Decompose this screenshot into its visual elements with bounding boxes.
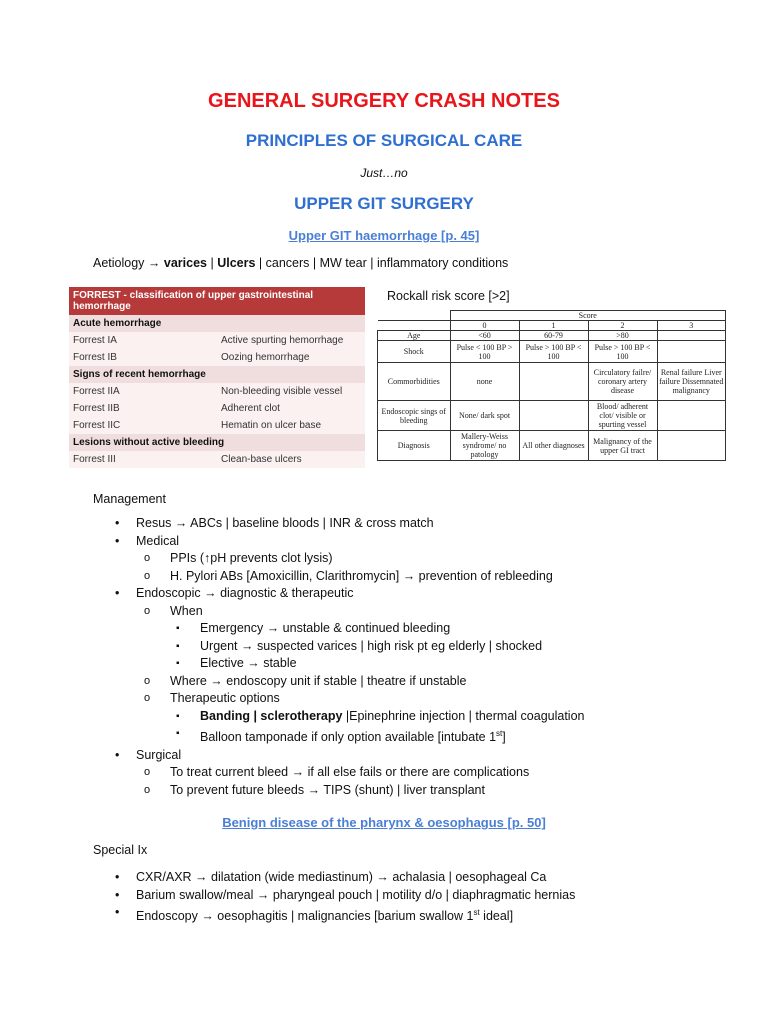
management-heading: Management bbox=[93, 492, 166, 506]
table-row: Diagnosis Mallery-Weiss syndrome/ no patology All other diagnoses Malignancy of the upper GI tract bbox=[378, 431, 726, 461]
list-item: • CXR/AXR → dilatation (wide mediastinum) → achalasia | oesophageal Ca bbox=[93, 869, 575, 887]
table-row: Forrest IB Oozing hemorrhage bbox=[69, 349, 365, 366]
table-row: Forrest IA Active spurting hemorrhage bbox=[69, 332, 365, 349]
management-list bbox=[93, 515, 584, 799]
benign-disease-link[interactable]: Benign disease of the pharynx & oesophagus [p. 50] bbox=[222, 815, 546, 830]
table-row: Commorbidities none Circulatory failre/ coronary artery disease Renal failure Liver failure Dissemnated malignancy bbox=[378, 363, 726, 401]
list-item: ▪ Balloon tamponade if only option available [intubate 1st] bbox=[170, 725, 584, 747]
forrest-group-recent: Signs of recent hemorrhage bbox=[69, 366, 365, 383]
list-item: ▪ Banding | sclerotherapy |Epinephrine injection | thermal coagulation bbox=[170, 708, 584, 726]
upper-git-haemorrhage-link[interactable]: Upper GIT haemorrhage [p. 45] bbox=[288, 228, 480, 243]
management-section bbox=[93, 492, 584, 799]
list-item: ▪ Urgent → suspected varices | high risk pt eg elderly | shocked bbox=[170, 638, 584, 656]
table-row: Forrest IIA Non-bleeding visible vessel bbox=[69, 383, 365, 400]
list-item: • Surgical o To treat current bleed → if all else fails or there are complications o To prevent future bleeds → TIPS (shunt) | liver transplant bbox=[93, 747, 584, 800]
rockall-label: Rockall risk score [>2] bbox=[387, 289, 510, 303]
list-item: o Where → endoscopy unit if stable | theatre if unstable bbox=[136, 673, 584, 691]
forrest-header: FORREST - classification of upper gastrointestinal hemorrhage bbox=[69, 287, 365, 315]
list-item: o H. Pylori ABs [Amoxicillin, Clarithromycin] → prevention of rebleeding bbox=[136, 568, 584, 586]
list-item: • Medical o PPIs (↑pH prevents clot lysis) o H. Pylori ABs [Amoxicillin, Clarithromycin] → prevention of rebleeding bbox=[93, 533, 584, 586]
aetiology-ulcers: Ulcers bbox=[217, 256, 256, 270]
list-item: • Endoscopy → oesophagitis | malignancies [barium swallow 1st ideal] bbox=[93, 904, 575, 926]
list-item: o When ▪ Emergency → unstable & continued bleeding ▪ Urgent → suspected varices | high risk pt eg elderly | shocked ▪ Elective → stable bbox=[136, 603, 584, 673]
principles-heading: PRINCIPLES OF SURGICAL CARE bbox=[245, 131, 523, 150]
special-ix-list bbox=[93, 869, 575, 926]
table-row: Age <60 60-79 >80 bbox=[378, 331, 726, 341]
forrest-group-inactive: Lesions without active bleeding bbox=[69, 434, 365, 451]
list-item: o To prevent future bleeds → TIPS (shunt) | liver transplant bbox=[136, 782, 584, 800]
aetiology-line: Aetiology → varices | Ulcers | cancers | MW tear | inflammatory conditions bbox=[93, 256, 509, 270]
table-row: Forrest IIB Adherent clot bbox=[69, 400, 365, 417]
table-row: Shock Pulse < 100 BP > 100 Pulse > 100 BP < 100 Pulse > 100 BP < 100 bbox=[378, 341, 726, 363]
principles-note: Just…no bbox=[360, 166, 408, 180]
table-row: Forrest III Clean-base ulcers bbox=[69, 451, 365, 468]
special-ix-section bbox=[93, 869, 575, 926]
list-item: • Resus → ABCs | baseline bloods | INR & cross match bbox=[93, 515, 584, 533]
forrest-classification-table bbox=[69, 287, 365, 468]
rockall-score-table: Score 0 1 2 3 Age <60 60-79 >80 Shock Pulse < 100 BP > 100 Pulse > 100 BP < 100 Pulse > 100 BP < 100 Commorbidities none Circulatory failre/ coronary artery disease Renal failure Liver failure Dissemnated malignancy Endoscopic sings of bleeding None/ dark spot Blood/ adherent clot/ visible or spurting vessel Diagnosis Mallery-Weiss syndrome/ no patology All other diagnoses Malignancy of the upper GI tract bbox=[377, 310, 726, 461]
list-item: ▪ Emergency → unstable & continued bleeding bbox=[170, 620, 584, 638]
list-item: o Therapeutic options ▪ Banding | sclerotherapy |Epinephrine injection | thermal coagulation ▪ Balloon tamponade if only option available [intubate 1st] bbox=[136, 690, 584, 747]
list-item: o To treat current bleed → if all else fails or there are complications bbox=[136, 764, 584, 782]
upper-git-heading: UPPER GIT SURGERY bbox=[294, 194, 474, 213]
list-item: • Endoscopic → diagnostic & therapeutic o When ▪ Emergency → unstable & continued bleeding ▪ Urgent → suspected varices | high risk pt eg elderly | shocked ▪ Elective → stable o Where → endoscopy unit if stable | theatre if unstable o Therapeutic options ▪ Banding | sclerotherapy |Epinephrine injection | thermal coagulation ▪ Balloon tamponade if only option available [intubate 1st] bbox=[93, 585, 584, 747]
page-title: GENERAL SURGERY CRASH NOTES bbox=[208, 90, 560, 112]
special-ix-heading: Special Ix bbox=[93, 843, 148, 857]
list-item: ▪ Elective → stable bbox=[170, 655, 584, 673]
list-item: o PPIs (↑pH prevents clot lysis) bbox=[136, 550, 584, 568]
table-row: Forrest IIC Hematin on ulcer base bbox=[69, 417, 365, 434]
list-item: • Barium swallow/meal → pharyngeal pouch | motility d/o | diaphragmatic hernias bbox=[93, 887, 575, 905]
table-row: Endoscopic sings of bleeding None/ dark spot Blood/ adherent clot/ visible or spurting vessel bbox=[378, 401, 726, 431]
forrest-group-acute: Acute hemorrhage bbox=[69, 315, 365, 332]
aetiology-varices: varices bbox=[163, 256, 207, 270]
